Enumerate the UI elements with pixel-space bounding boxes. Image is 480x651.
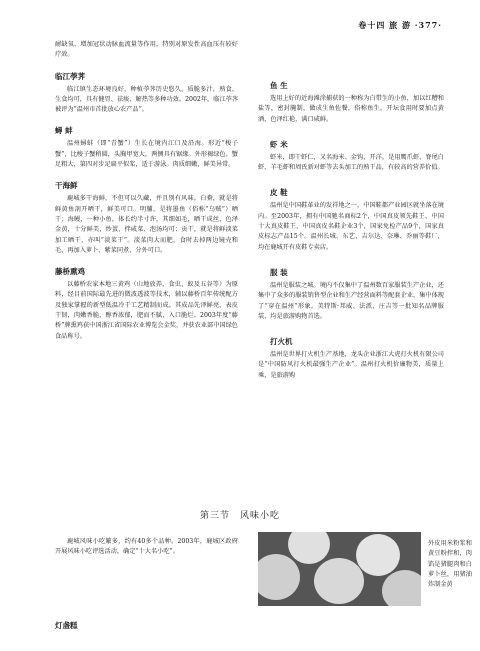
subsection-dengzhan-gao [55,620,78,634]
running-head: 卷十四 旅 游 ·377· [358,20,442,30]
left-column [55,40,238,352]
section-shrimp [258,139,444,174]
section-text: 以藤桥农家本地三黄鸡（山地放养，食虫、蚁及五谷等）为原料，经目前国际最先进的微波透波等技术，辅以藤桥百年传统配方及独家掌握的新型低温冷干工艺精制而成。其成品先泽鲜亮，表皮干韧，肉嫩香脆，醇香浓郁，肥而不腻，入口脆烂。2003年度“藤桥”牌熏鸡获中国浙江省国际农业博览会金奖，并获农业部中国绿色食品称号。 [55,281,238,340]
section-crab [55,125,238,170]
section-leather-shoes [258,187,444,252]
food-item [288,532,330,564]
section-text: 温州是服装之城。境内不仅集中了温州数百家服装生产企业，还集中了众多的服装销售型企业和生产经营面料等配套企业，集中体现了“穿在温州”形象。美特斯·邦威、法派、庄吉等一批知名品牌服装，均是旅游购物首选。 [258,281,444,320]
section-clothing [258,267,444,322]
food-photo [258,532,421,606]
food-item [356,534,400,576]
section-dried-seafood [55,180,238,256]
section-lighter [258,336,444,381]
section-text: 临江镇生态环境良好，种植荸荠历史悠久。质脆多汁，熟食、生食均可，具有健胃、祛痰、解热等多种功效。2002年，临江荸荠被评为“温州市首批放心农产品”。 [55,85,238,114]
photo-side-text [428,539,472,590]
fragment-text: 耐缺氧、增加冠状动脉血流量等作用，特别对原发性高血压有较好疗效。 [55,41,238,59]
intro-text: 鹿城风味小吃繁多，约有40多个品种。2003年，鹿城区政府开展风味小吃评选活动，确定“十大名小吃”。 [55,538,238,556]
section-heading: 灯盏糕 [55,621,78,630]
section-linjiang-biqi [55,71,238,116]
section-title: 第三节 风味小吃 [199,511,280,521]
section-text: 温州是中国鞋革业的发祥地之一，中国鞋都产业园区就坐落在境内。至2003年，拥有中国驰名商标2个，中国真皮领先鞋王、中国十大真皮鞋王、中国真皮名鞋企业3个，国家免检产品9个，国家真皮标志产品15个。温州长城、东艺、吉尔达、奈琳、乔丽等鞋厂，均在鹿城开有皮鞋专卖店。 [258,202,444,251]
section-heading: 藤桥熏鸡 [55,267,85,277]
food-item [382,570,421,606]
right-column [258,80,444,395]
section-text: 鹿城多干海鲜，不但可以久藏，并且别有风味。白鲞，就是将鲜黄鱼剖开晒干，鲜美可口。明脯，是将墨鱼（俗称“乌贼”）晒干；海鳗，一种小鱼，体长约半寸许，其细如毛，晒干成丝，色泽金黄，十分鲜美，炒蛋、拌咸菜、泡汤均可；贡干，就是将鲜淡菜加工晒干，亦叫“淡菜干”。淡菜肉大而肥，食时去掉两边镜壳和毛，再加入萝卜、紫菜同煮，分外可口。 [55,195,238,254]
section-smoked-chicken [55,266,238,342]
section-intro [55,537,238,558]
section-text: 温州蟳蚌（即“青蟹”）生长在境内江口及沿海。形近“梭子蟹”，比梭子蟹稍圆，头胸甲宽大，两侧具有锯缘。外形褐绿色。蟹足粗大，第四对步足扁平似桨，适于游泳。肉质细嫩，鲜美异常。 [55,140,238,169]
section-heading: 鱼 生 [270,81,288,90]
section-text: 选用上好的近海滩涂捕获的一种称为白带生的小鱼，加以红糟和盐等，密封腌制，做成生鱼佐餐，俗称鱼生。开坛食用时要加点黄酒，色泽红艳，满口咸鲜。 [258,95,444,123]
food-item [314,558,364,604]
section-heading: 干海鲜 [55,181,78,191]
section-heading: 临江荸荠 [55,71,85,81]
section-heading: 蟳 蚌 [55,126,73,136]
food-item [258,554,300,600]
section-heading: 虾 米 [270,139,288,149]
section-heading: 打火机 [270,337,293,347]
section-fish [258,80,444,125]
top-fragment [55,40,238,61]
section-text: 温州是世界打火机生产基地，龙头企业浙江大虎打火机有限公司是“中国防风打火机最强生产企业”。温州打火机价廉物美，质量上乘，是旅游购 [258,351,444,379]
section-heading: 皮 鞋 [270,188,288,198]
section-text: 虾米，即干虾仁，又名海米、金钩、开洋。是用鹰爪虾、脊尾白虾、羊毛虾和周氏新对虾等去头加工的熟干品，有较高的营养价值。 [258,153,444,172]
section-heading: 服 装 [270,267,288,277]
side-text: 外皮用米粉浆和黄豆粉拌和，肉馅是猪腿肉和白萝卜丝，用猪油炸制金黄 [428,540,472,589]
